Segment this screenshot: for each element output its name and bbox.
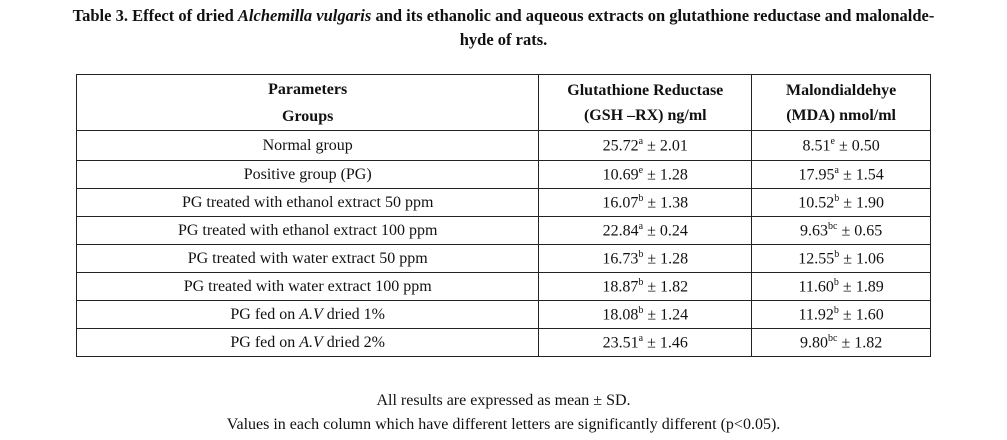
table-row	[77, 245, 931, 273]
header-mda	[752, 75, 931, 131]
mda-sd: ± 1.60	[842, 306, 884, 324]
mda-mean: 9.63	[799, 222, 828, 240]
gsh-sd: ± 0.24	[647, 222, 688, 240]
gsh-letter: b	[638, 276, 644, 288]
mda-sd: ± 1.90	[843, 194, 884, 212]
mda-sd: ± 1.54	[842, 166, 884, 184]
results-table	[76, 74, 931, 357]
header-mda-line1: Malondialdehye	[785, 81, 897, 99]
mda-cell	[752, 301, 931, 329]
gsh-sd: ± 1.46	[647, 334, 688, 352]
gsh-mean: 23.51	[602, 334, 639, 352]
gsh-mean: 22.84	[602, 222, 639, 240]
gsh-letter: a	[638, 332, 644, 344]
mda-mean: 10.52	[798, 194, 835, 212]
group-cell: PG treated with ethanol extract 100 ppm	[77, 217, 539, 245]
group-cell: PG treated with water extract 50 ppm	[77, 245, 539, 273]
mda-cell	[752, 189, 931, 217]
caption-label: Table 3.	[72, 6, 128, 25]
table-row	[77, 189, 931, 217]
gsh-cell	[539, 329, 752, 357]
group-italic: A.V	[299, 305, 323, 323]
header-gsh-line2: (GSH –RX) ng/ml	[583, 106, 707, 124]
gsh-letter: b	[638, 192, 644, 204]
mda-sd: ± 0.65	[841, 222, 883, 240]
note-line-2: Values in each column which have different letters are significantly different (p<0.05).	[226, 416, 781, 433]
mda-sd: ± 0.50	[838, 137, 880, 155]
gsh-sd: ± 1.38	[647, 194, 689, 212]
mda-mean: 12.55	[798, 250, 835, 268]
gsh-mean: 10.69	[602, 166, 639, 184]
mda-cell	[752, 161, 931, 189]
caption-text-before: Effect of dried	[127, 6, 238, 25]
gsh-sd: ± 1.28	[647, 166, 688, 184]
gsh-sd: ± 2.01	[647, 137, 688, 155]
gsh-mean: 16.73	[602, 250, 639, 268]
group-suffix: dried 1%	[322, 305, 385, 323]
mda-letter: a	[834, 164, 839, 176]
group-prefix: PG fed on	[230, 333, 300, 351]
gsh-letter: b	[638, 304, 644, 316]
table-notes	[0, 389, 1007, 437]
gsh-letter: a	[638, 135, 644, 147]
group-cell: Normal group	[77, 131, 539, 161]
mda-mean: 9.80	[799, 334, 828, 352]
group-prefix: PG fed on	[230, 305, 300, 323]
mda-sd: ± 1.06	[843, 250, 884, 268]
mda-mean: 8.51	[802, 137, 831, 155]
mda-mean: 11.92	[798, 306, 834, 324]
gsh-cell	[539, 131, 752, 161]
mda-mean: 17.95	[798, 166, 835, 184]
table-row	[77, 301, 931, 329]
caption-text-after: and its ethanolic and aqueous extracts on glutathione reductase and malonalde-	[371, 6, 935, 25]
gsh-letter: a	[638, 220, 644, 232]
header-mda-line2: (MDA) nmol/ml	[786, 106, 896, 124]
gsh-letter: e	[638, 164, 644, 176]
table-row	[77, 131, 931, 161]
mda-mean: 11.60	[798, 278, 834, 296]
mda-letter: b	[833, 276, 839, 288]
caption-line-1	[0, 4, 1007, 28]
gsh-sd: ± 1.82	[647, 278, 689, 296]
gsh-cell	[539, 189, 752, 217]
table-body	[77, 131, 931, 357]
group-cell: PG treated with ethanol extract 50 ppm	[77, 189, 539, 217]
mda-cell	[752, 245, 931, 273]
gsh-mean: 25.72	[602, 137, 639, 155]
header-parameters: Parameters	[77, 75, 539, 105]
header-gsh-line1: Glutathione Reductase	[567, 81, 724, 99]
gsh-mean: 18.87	[602, 278, 639, 296]
gsh-mean: 18.08	[602, 306, 639, 324]
gsh-cell	[539, 301, 752, 329]
group-cell	[77, 301, 539, 329]
table-row	[77, 161, 931, 189]
gsh-cell	[539, 245, 752, 273]
header-gsh	[539, 75, 752, 131]
gsh-cell	[539, 161, 752, 189]
mda-sd: ± 1.89	[842, 278, 884, 296]
mda-letter: e	[830, 135, 835, 147]
mda-cell	[752, 131, 931, 161]
mda-cell	[752, 273, 931, 301]
header-groups: Groups	[77, 104, 539, 131]
table-row	[77, 273, 931, 301]
group-italic: A.V	[299, 333, 323, 351]
mda-letter: b	[834, 192, 840, 204]
mda-letter: b	[833, 304, 839, 316]
gsh-mean: 16.07	[602, 194, 639, 212]
mda-sd: ± 1.82	[841, 334, 883, 352]
gsh-cell	[539, 217, 752, 245]
group-suffix: dried 2%	[322, 333, 385, 351]
table-row	[77, 217, 931, 245]
table-caption	[0, 4, 1007, 52]
table-row	[77, 329, 931, 357]
mda-cell	[752, 329, 931, 357]
group-cell: PG treated with water extract 100 ppm	[77, 273, 539, 301]
gsh-sd: ± 1.24	[647, 306, 689, 324]
gsh-sd: ± 1.28	[647, 250, 689, 268]
mda-cell	[752, 217, 931, 245]
note-line-1: All results are expressed as mean ± SD.	[376, 392, 631, 409]
caption-line-2: hyde of rats.	[459, 30, 548, 49]
group-cell: Positive group (PG)	[77, 161, 539, 189]
gsh-cell	[539, 273, 752, 301]
group-cell	[77, 329, 539, 357]
mda-letter: bc	[827, 220, 838, 232]
caption-species: Alchemilla vulgaris	[237, 6, 372, 25]
gsh-letter: b	[638, 248, 644, 260]
mda-letter: b	[834, 248, 840, 260]
mda-letter: bc	[827, 332, 838, 344]
